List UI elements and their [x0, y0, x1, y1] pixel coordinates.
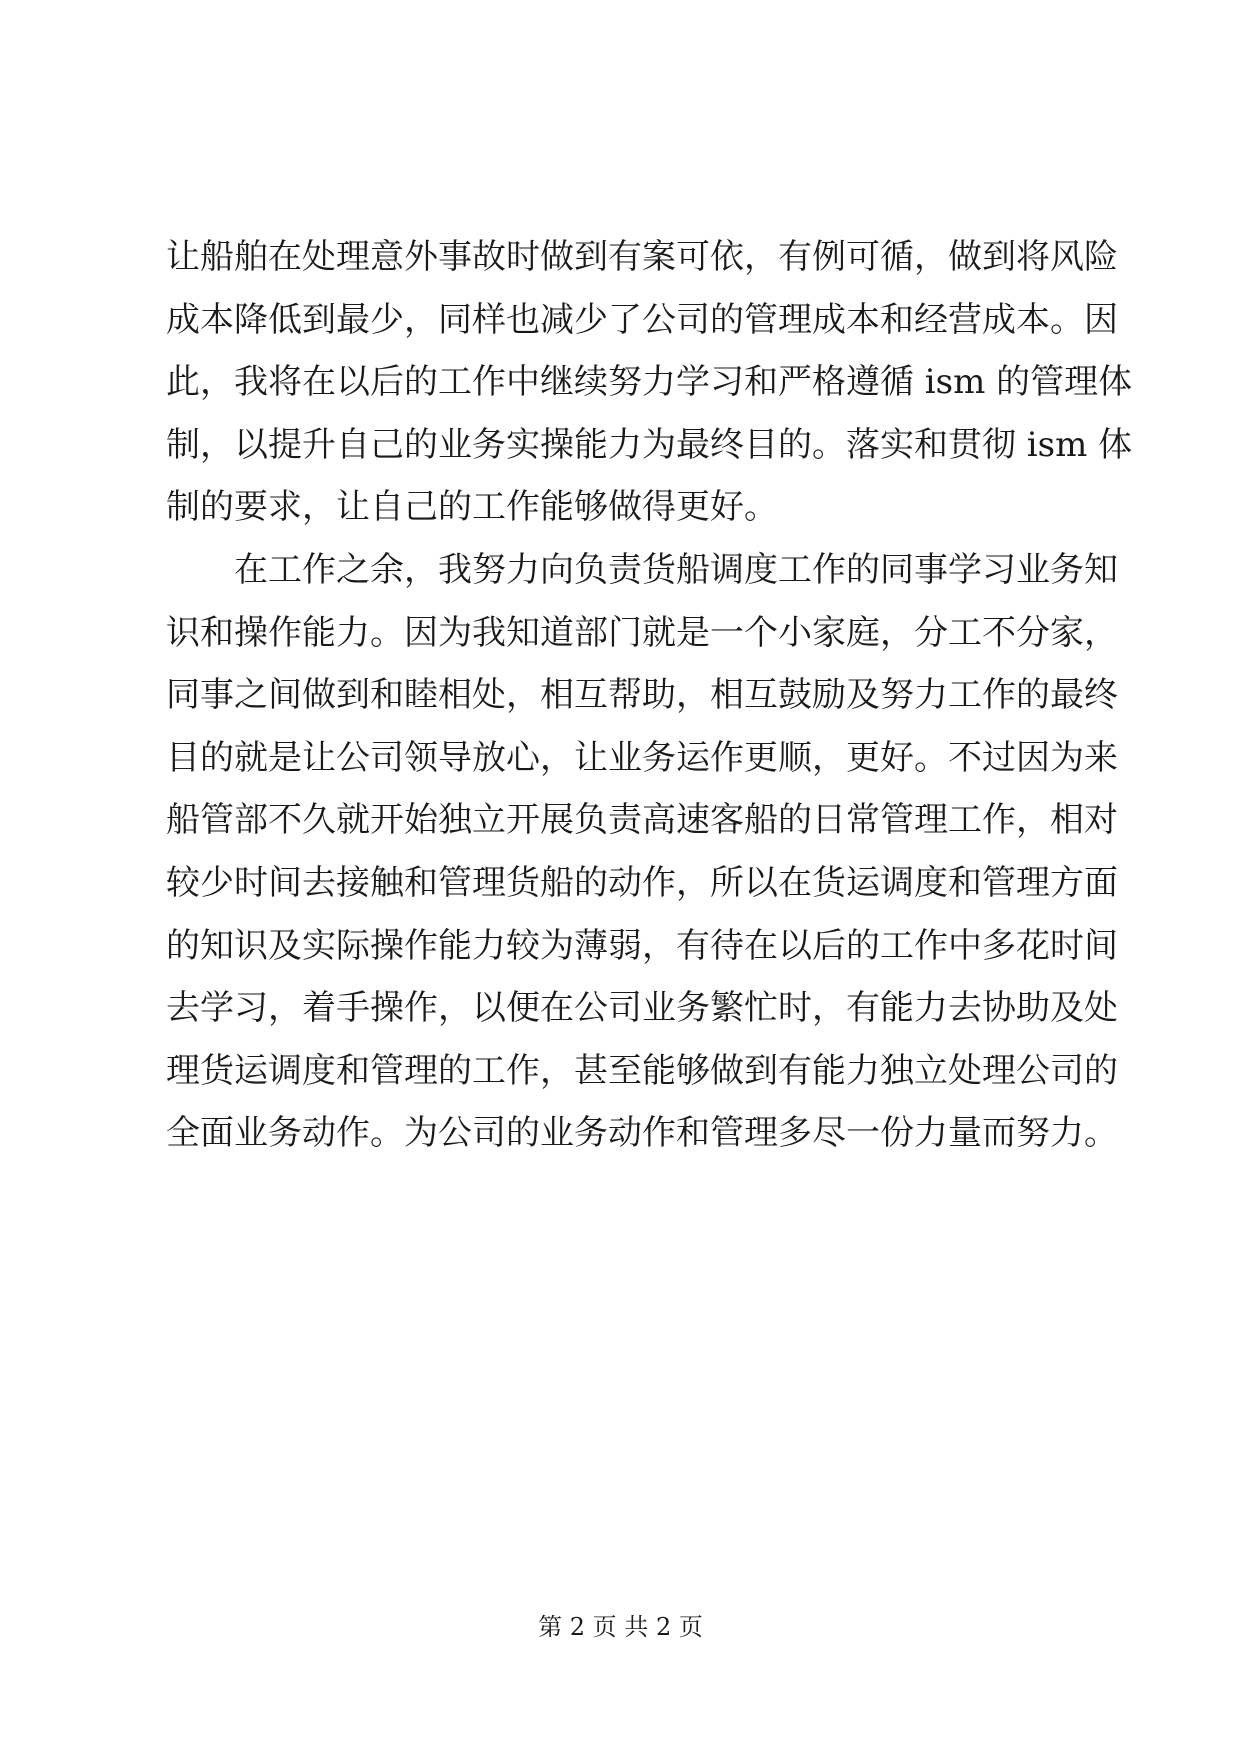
text-line: 识和操作能力。因为我知道部门就是一个小家庭，分工不分家， — [166, 612, 1118, 653]
page-footer — [0, 1612, 1241, 1642]
text-line: 成本降低到最少，同样也减少了公司的管理成本和经营成本。因 — [166, 299, 1118, 340]
text-line: 同事之间做到和睦相处，相互帮助，相互鼓励及努力工作的最终 — [166, 675, 1118, 716]
document-body — [166, 226, 1133, 1165]
text-line: 此，我将在以后的工作中继续努力学习和严格遵循 ism 的管理体 — [166, 362, 1133, 403]
text-line: 在工作之余，我努力向负责货船调度工作的同事学习业务知 — [234, 549, 1118, 590]
text-line: 目的就是让公司领导放心，让业务运作更顺，更好。不过因为来 — [166, 737, 1118, 778]
text-line: 理货运调度和管理的工作，甚至能够做到有能力独立处理公司的 — [166, 1050, 1118, 1091]
text-line: 去学习，着手操作，以便在公司业务繁忙时，有能力去协助及处 — [166, 988, 1118, 1029]
text-line: 制的要求，让自己的工作能够做得更好。 — [166, 487, 778, 528]
text-line: 船管部不久就开始独立开展负责高速客船的日常管理工作，相对 — [166, 800, 1118, 841]
text-line: 全面业务动作。为公司的业务动作和管理多尽一份力量而努力。 — [166, 1113, 1118, 1154]
text-line: 的知识及实际操作能力较为薄弱，有待在以后的工作中多花时间 — [166, 925, 1118, 966]
page-number: 第 2 页 共 2 页 — [538, 1613, 703, 1641]
text-line: 较少时间去接触和管理货船的动作，所以在货运调度和管理方面 — [166, 862, 1118, 903]
text-line: 让船舶在处理意外事故时做到有案可依，有例可循，做到将风险 — [166, 237, 1118, 277]
text-line: 制，以提升自己的业务实操能力为最终目的。落实和贯彻 ism 体 — [166, 424, 1133, 465]
